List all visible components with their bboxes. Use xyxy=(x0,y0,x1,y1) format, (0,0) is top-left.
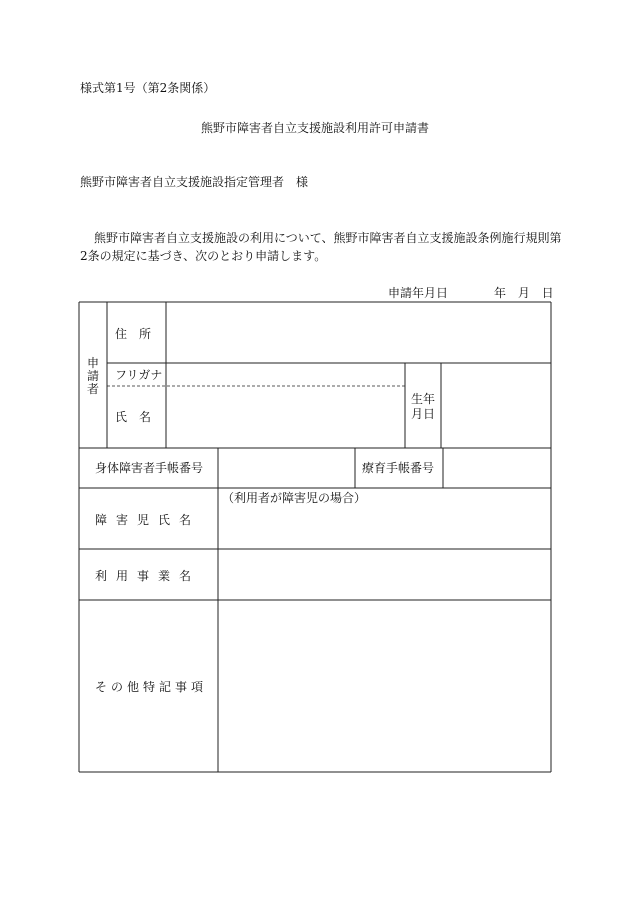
child-name-note: （利用者が障害児の場合） xyxy=(222,491,367,505)
remarks-label: その他特記事項 xyxy=(95,680,208,694)
body-text-line-2: 2条の規定に基づき、次のとおり申請します。 xyxy=(80,249,327,263)
application-date-units: 年 月 日 xyxy=(494,286,554,300)
addressee: 熊野市障害者自立支援施設指定管理者 様 xyxy=(80,175,309,189)
body-text-line-1: 熊野市障害者自立支援施設の利用について、熊野市障害者自立支援施設条例施行規則第 xyxy=(94,231,562,245)
service-name-field[interactable] xyxy=(219,550,550,599)
child-name-label: 障害児氏名 xyxy=(95,513,201,527)
furigana-label: フリガナ xyxy=(115,368,163,382)
furigana-field[interactable] xyxy=(167,364,404,385)
birthdate-label-line-1: 生年 xyxy=(411,392,436,406)
ryoiku-certificate-label: 療育手帳番号 xyxy=(362,461,435,475)
address-label: 住 所 xyxy=(115,327,152,341)
form-number: 様式第1号（第2条関係） xyxy=(80,81,216,95)
address-field[interactable] xyxy=(167,303,550,362)
ryoiku-certificate-field[interactable] xyxy=(444,449,550,487)
birthdate-field[interactable] xyxy=(442,364,550,447)
document-title: 熊野市障害者自立支援施設利用許可申請書 xyxy=(200,121,429,135)
service-name-label: 利用事業名 xyxy=(95,569,201,583)
birthdate-label-line-2: 月日 xyxy=(411,407,436,421)
disability-certificate-label: 身体障害者手帳番号 xyxy=(95,461,204,475)
name-field[interactable] xyxy=(167,387,404,447)
child-name-field[interactable] xyxy=(219,508,550,548)
applicant-label: 申請者 xyxy=(86,356,99,397)
application-date-label: 申請年月日 xyxy=(388,286,449,300)
remarks-field[interactable] xyxy=(219,601,550,771)
disability-certificate-field[interactable] xyxy=(219,449,354,487)
name-label: 氏 名 xyxy=(115,410,152,424)
